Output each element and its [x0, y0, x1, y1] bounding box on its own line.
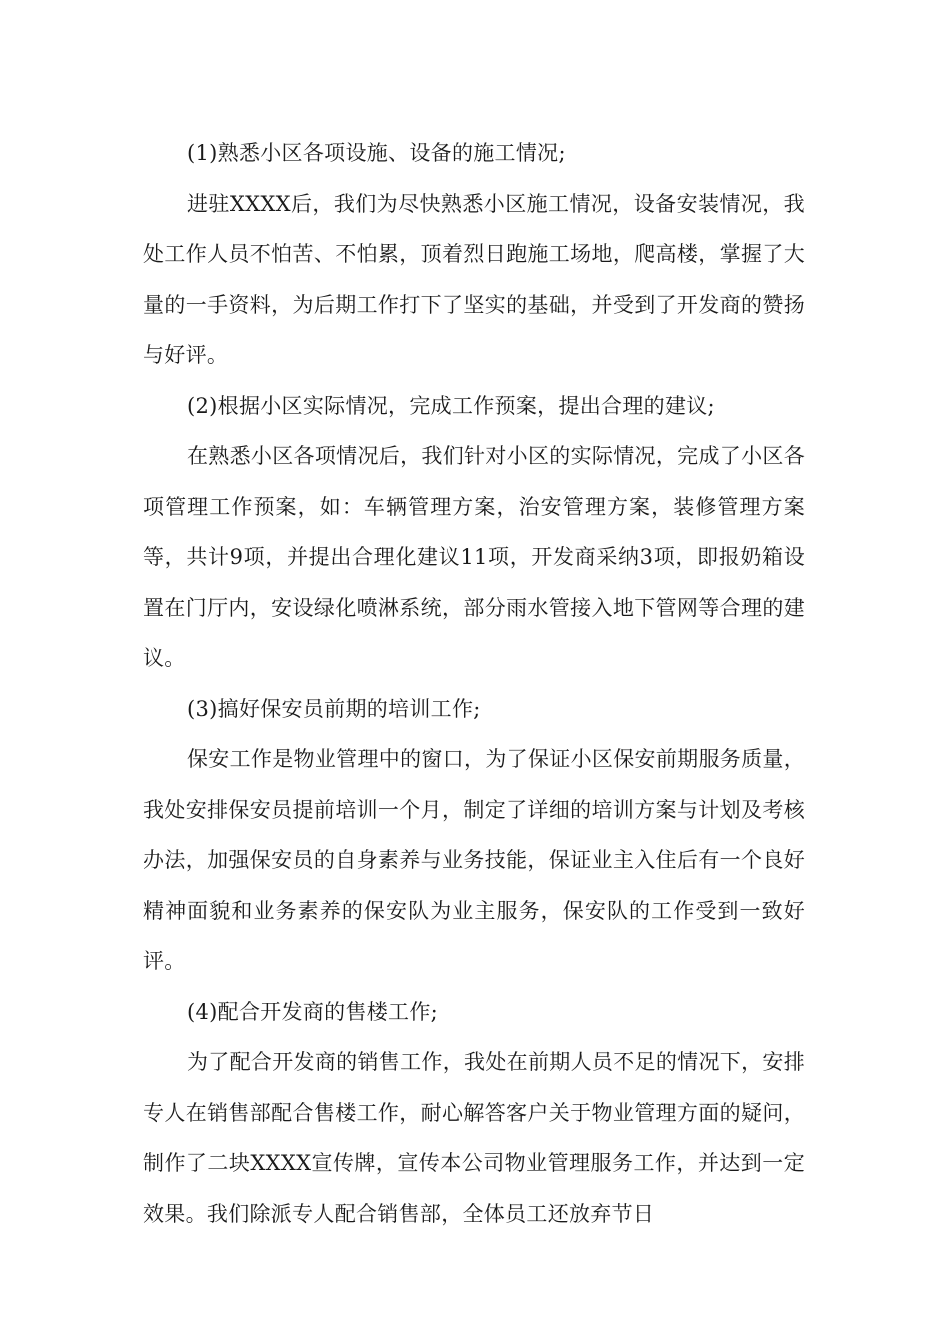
body-paragraph-3: 保安工作是物业管理中的窗口，为了保证小区保安前期服务质量，我处安排保安员提前培训一个月，制定了详细的培训方案与计划及考核办法，加强保安员的自身素养与业务技能，保证业主入住后有一个良好精神面貌和业务素养的保安队为业主服务，保安队的工作受到一致好评。: [143, 747, 805, 973]
section-heading-3: (3)搞好保安员前期的培训工作;: [187, 696, 481, 721]
section-heading-1: (1)熟悉小区各项设施、设备的施工情况;: [187, 141, 566, 165]
body-paragraph-2: 在熟悉小区各项情况后，我们针对小区的实际情况，完成了小区各项管理工作预案，如：车辆管理方案，治安管理方案，装修管理方案等，共计9项，并提出合理化建议11项，开发商采纳3项，即报奶箱设置在门厅内，安设绿化喷淋系统，部分雨水管接入地下管网等合理的建议。: [143, 444, 805, 670]
section-heading-4: (4)配合开发商的售楼工作;: [187, 999, 439, 1024]
document-body: [143, 128, 805, 1239]
section-heading-2: (2)根据小区实际情况，完成工作预案，提出合理的建议;: [187, 393, 715, 418]
body-paragraph-1: 进驻XXXX后，我们为尽快熟悉小区施工情况，设备安装情况，我处工作人员不怕苦、不怕累，顶着烈日跑施工场地，爬高楼，掌握了大量的一手资料，为后期工作打下了坚实的基础，并受到了开发商的赞扬与好评。: [143, 191, 805, 367]
body-paragraph-4: 为了配合开发商的销售工作，我处在前期人员不足的情况下，安排专人在销售部配合售楼工作，耐心解答客户关于物业管理方面的疑问，制作了二块XXXX宣传牌，宣传本公司物业管理服务工作，并达到一定效果。我们除派专人配合销售部，全体员工还放弃节日: [143, 1050, 805, 1226]
